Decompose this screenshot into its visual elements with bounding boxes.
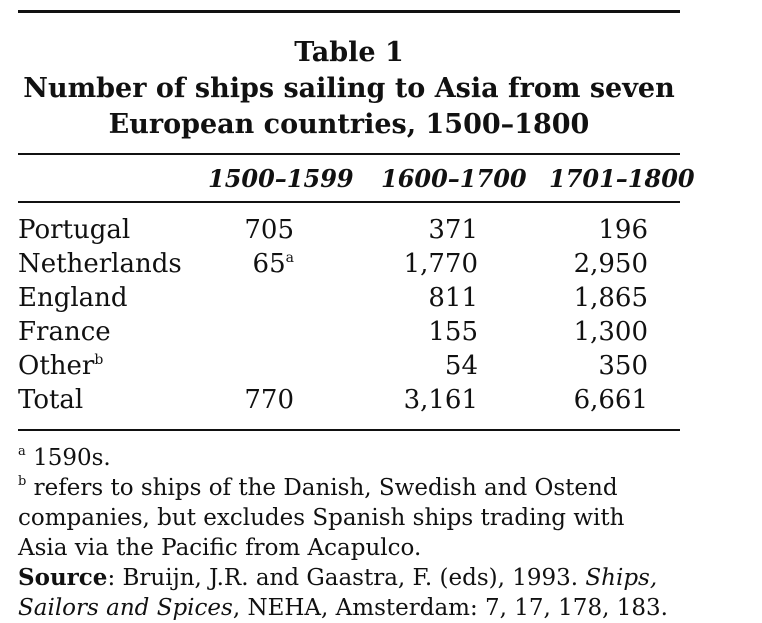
cell-1500-1599: 65$^a$ (252, 249, 294, 279)
table-body (18, 203, 680, 429)
footnote-marker: a (285, 250, 294, 266)
cell-1600-1700: 54 (444, 351, 478, 381)
table-row (18, 315, 680, 349)
row-label: England (18, 283, 128, 313)
cell-1600-1700: 3,161 (403, 385, 478, 415)
row-label: Total (18, 385, 84, 415)
row-label: Other$^b$ (18, 351, 104, 381)
row-label: Netherlands (18, 249, 182, 279)
table-row (18, 247, 680, 281)
cell-1600-1700: 1,770 (403, 249, 478, 279)
cell-1600-1700: 371 (428, 215, 478, 245)
table-title: Table 1 (294, 37, 404, 68)
column-header: 1600–1700 (381, 164, 527, 193)
source-book-title: Ships, Sailors and Spices (18, 565, 658, 621)
source-label: Source (18, 564, 108, 591)
table-notes (18, 431, 680, 623)
cell-1701-1800: 6,661 (573, 385, 648, 415)
cell-1600-1700: 811 (428, 283, 478, 313)
cell-1701-1800: 1,865 (573, 283, 648, 313)
table-caption (18, 13, 680, 153)
cell-1500-1599: 770 (244, 385, 294, 415)
table-row (18, 349, 680, 383)
cell-1701-1800: 1,300 (573, 317, 648, 347)
row-label: France (18, 317, 111, 347)
column-header: 1500–1599 (208, 164, 354, 193)
footnote-b: $^b$ refers to ships of the Danish, Swedish and Ostend companies, but excludes Spanish ships trading with Asia via the Pacific from Acapulco. (18, 474, 625, 561)
table-row (18, 281, 680, 315)
table-row (18, 213, 680, 247)
table-document (18, 10, 695, 623)
cell-1701-1800: 2,950 (573, 249, 648, 279)
cell-1600-1700: 155 (428, 317, 478, 347)
column-header: 1701–1800 (549, 164, 695, 193)
source-note: Source: Bruijn, J.R. and Gaastra, F. (eds), 1993. Ships, Sailors and Spices, NEHA, Amsterdam: 7, 17, 178, 183. (18, 564, 668, 621)
row-label: Portugal (18, 215, 131, 245)
table-subtitle-line-1: Number of ships sailing to Asia from seven (23, 73, 675, 104)
cell-1500-1599: 705 (244, 215, 294, 245)
table-header-row (18, 155, 695, 201)
cell-1701-1800: 350 (598, 351, 648, 381)
table-row-total (18, 383, 680, 417)
footnote-marker: b (94, 352, 104, 368)
cell-1701-1800: 196 (598, 215, 648, 245)
footnote-a: $^a$ 1590s. (18, 444, 111, 471)
table-subtitle-line-2: European countries, 1500–1800 (108, 109, 590, 140)
